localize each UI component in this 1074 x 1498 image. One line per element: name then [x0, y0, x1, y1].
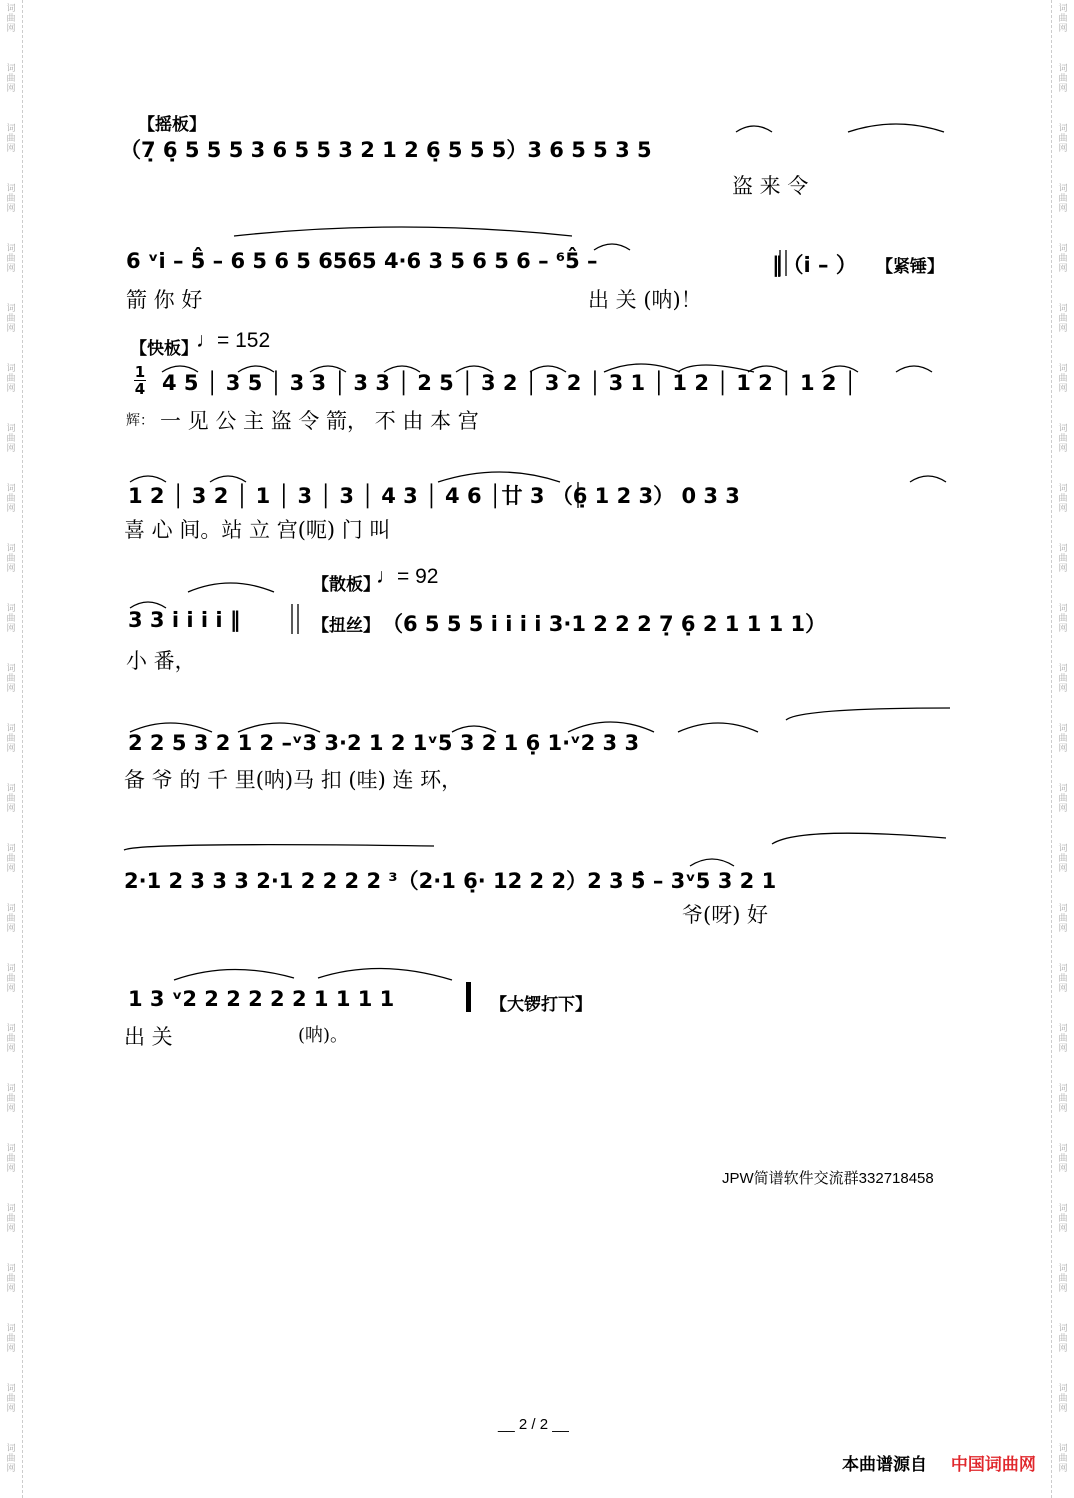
- page-number: __ 2 / 2 __: [498, 1416, 569, 1433]
- left-watermark-strip: [0, 0, 23, 1498]
- section-label-jinchui: 【紧锤】: [876, 257, 944, 277]
- watermark-text: 词 曲 网: [1058, 1024, 1068, 1054]
- watermark-text: 词 曲 网: [6, 784, 16, 814]
- notes-line-2-end: ‖（i̇ – ）: [772, 253, 857, 277]
- section-label-sanban: 【散板】: [312, 575, 380, 595]
- watermark-text: 词 曲 网: [6, 1384, 16, 1414]
- lyrics-line-5: 小 番，: [126, 649, 196, 673]
- tempo-92: ♩= 92: [376, 565, 439, 588]
- lyrics-line-8a: 出 关: [124, 1025, 173, 1049]
- watermark-text: 词 曲 网: [6, 664, 16, 694]
- watermark-text: 词 曲 网: [6, 1204, 16, 1234]
- lyrics-line-2a: 箭 你 好: [126, 288, 203, 312]
- section-label-daluo: 【大锣打下】: [490, 995, 592, 1015]
- notes-line-1: （7̣ 6̣ 5 5 5 3 6 5 5 3 2 1 2 6̣ 5 5 5）3 6 5 5 3 5: [120, 138, 652, 162]
- watermark-text: 词 曲 网: [1058, 1324, 1068, 1354]
- slur: [786, 708, 950, 720]
- slur: [678, 723, 758, 732]
- time-signature-denominator: 4: [134, 380, 146, 398]
- notes-line-5b: （6 5 5 5 i̇ i̇ i̇ i̇ 3·1 2 2 2 7̣ 6̣ 2 1 1 1 1）: [382, 612, 827, 636]
- time-signature-numerator: 1: [134, 363, 146, 381]
- lyrics-line-7: 爷(呀) 好: [682, 903, 769, 927]
- watermark-text: 词 曲 网: [6, 964, 16, 994]
- watermark-text: 词 曲 网: [1058, 784, 1068, 814]
- watermark-text: 词 曲 网: [6, 1084, 16, 1114]
- slur: [188, 583, 274, 592]
- slur: [910, 476, 946, 482]
- slur: [174, 969, 294, 980]
- watermark-text: 词 曲 网: [6, 64, 16, 94]
- watermark-text: 词 曲 网: [6, 424, 16, 454]
- notes-line-7: 2·1 2 3 3 3 2·1 2 2 2 2 ³（2·1 6̣· 12 2 2）2 3 5̂ – 3ᵛ5 3 2 1: [124, 869, 777, 893]
- slur: [318, 968, 452, 980]
- watermark-text: 词 曲 网: [6, 544, 16, 574]
- watermark-text: 词 曲 网: [1058, 1144, 1068, 1174]
- section-label-niusi: 【扭丝】: [312, 616, 380, 636]
- watermark-text: 词 曲 网: [6, 904, 16, 934]
- section-label-yaoban: 【摇板】: [138, 115, 206, 135]
- watermark-text: 词 曲 网: [1058, 664, 1068, 694]
- lyrics-line-1: 盗 来 令: [732, 174, 809, 198]
- section-label-kuaiban: 【快板】: [130, 339, 198, 359]
- source-credit-site[interactable]: 中国词曲网: [950, 1455, 1036, 1475]
- watermark-text: 词 曲 网: [6, 1324, 16, 1354]
- watermark-text: 词 曲 网: [1058, 544, 1068, 574]
- source-credit: [842, 1450, 1036, 1475]
- footer-group-info: JPW简谱软件交流群332718458: [722, 1170, 934, 1187]
- notes-line-6: 2 2 5 3 2 1 2 –ᵛ3 3·2 1 2 1ᵛ5 3 2 1 6̣ 1·ᵛ2 3 3: [128, 731, 640, 755]
- lyrics-line-3: 一 见 公 主 盗 令 箭， 不 由 本 宫: [160, 409, 479, 433]
- watermark-text: 词 曲 网: [1058, 1264, 1068, 1294]
- time-signature: [134, 364, 146, 397]
- watermark-text: 词 曲 网: [6, 4, 16, 34]
- notes-line-3: 4 5 │ 3 5 │ 3 3 │ 3 3 │ 2 5 │ 3 2 │ 3 2 │ 3 1 │ 1 2 │ 1 2 │ 1 2 │: [162, 371, 857, 395]
- watermark-text: 词 曲 网: [1058, 964, 1068, 994]
- watermark-text: 词 曲 网: [6, 364, 16, 394]
- watermark-text: 词 曲 网: [1058, 124, 1068, 154]
- watermark-text: 词 曲 网: [1058, 604, 1068, 634]
- watermark-text: 词 曲 网: [6, 844, 16, 874]
- watermark-text: 词 曲 网: [6, 124, 16, 154]
- slur: [772, 833, 946, 844]
- watermark-text: 词 曲 网: [1058, 1384, 1068, 1414]
- slur: [594, 244, 630, 250]
- watermark-text: 词 曲 网: [6, 1264, 16, 1294]
- watermark-text: 词 曲 网: [1058, 4, 1068, 34]
- lyrics-line-4: 喜 心 间。站 立 宫(呃) 门 叫: [124, 518, 391, 542]
- watermark-text: 词 曲 网: [6, 1144, 16, 1174]
- slur: [234, 227, 572, 236]
- singer-label: 辉：: [126, 413, 154, 429]
- final-barline: [466, 982, 471, 1012]
- watermark-text: 词 曲 网: [6, 604, 16, 634]
- lyrics-line-6: 备 爷 的 千 里(呐)马 扣 (哇) 连 环，: [124, 768, 463, 792]
- watermark-text: 词 曲 网: [6, 724, 16, 754]
- slur: [736, 126, 772, 132]
- watermark-text: 词 曲 网: [1058, 484, 1068, 514]
- source-credit-prefix: 本曲谱源自: [842, 1455, 927, 1475]
- watermark-text: 词 曲 网: [6, 484, 16, 514]
- notes-line-5a: 3 3 i̇ i̇ i̇ i̇ ‖: [128, 608, 241, 632]
- slur: [124, 845, 434, 850]
- watermark-text: 词 曲 网: [6, 1024, 16, 1054]
- watermark-text: 词 曲 网: [6, 244, 16, 274]
- slur: [896, 366, 932, 372]
- watermark-text: 词 曲 网: [6, 1444, 16, 1474]
- right-watermark-strip: [1051, 0, 1074, 1498]
- watermark-text: 词 曲 网: [1058, 304, 1068, 334]
- watermark-text: 词 曲 网: [1058, 244, 1068, 274]
- watermark-text: 词 曲 网: [1058, 364, 1068, 394]
- watermark-text: 词 曲 网: [6, 184, 16, 214]
- lyrics-line-8b: (呐)。: [298, 1025, 349, 1046]
- lyrics-line-2b: 出 关 (呐)！: [588, 288, 702, 312]
- tempo-152: ♩= 152: [196, 329, 271, 352]
- notes-line-2: 6 ᵛi̇ – 5̂ – 6 5 6 5 6565 4·6 3 5 6 5 6 – ⁶5̂ –: [126, 249, 598, 273]
- watermark-text: 词 曲 网: [1058, 424, 1068, 454]
- watermark-text: 词 曲 网: [1058, 1084, 1068, 1114]
- watermark-text: 词 曲 网: [1058, 904, 1068, 934]
- watermark-text: 词 曲 网: [1058, 1444, 1068, 1474]
- watermark-text: 词 曲 网: [6, 304, 16, 334]
- watermark-text: 词 曲 网: [1058, 64, 1068, 94]
- watermark-text: 词 曲 网: [1058, 724, 1068, 754]
- slur: [848, 124, 944, 132]
- watermark-text: 词 曲 网: [1058, 1204, 1068, 1234]
- notes-line-8: 1 3 ᵛ2 2 2 2 2 2 1 1 1 1: [128, 987, 395, 1011]
- watermark-text: 词 曲 网: [1058, 844, 1068, 874]
- watermark-text: 词 曲 网: [1058, 184, 1068, 214]
- notes-line-4: 1 2 │ 3 2 │ 1 │ 3 │ 3 │ 4 3 │ 4 6 │廿 3 （6̣ 1 2 3） 0 3 3: [128, 484, 740, 508]
